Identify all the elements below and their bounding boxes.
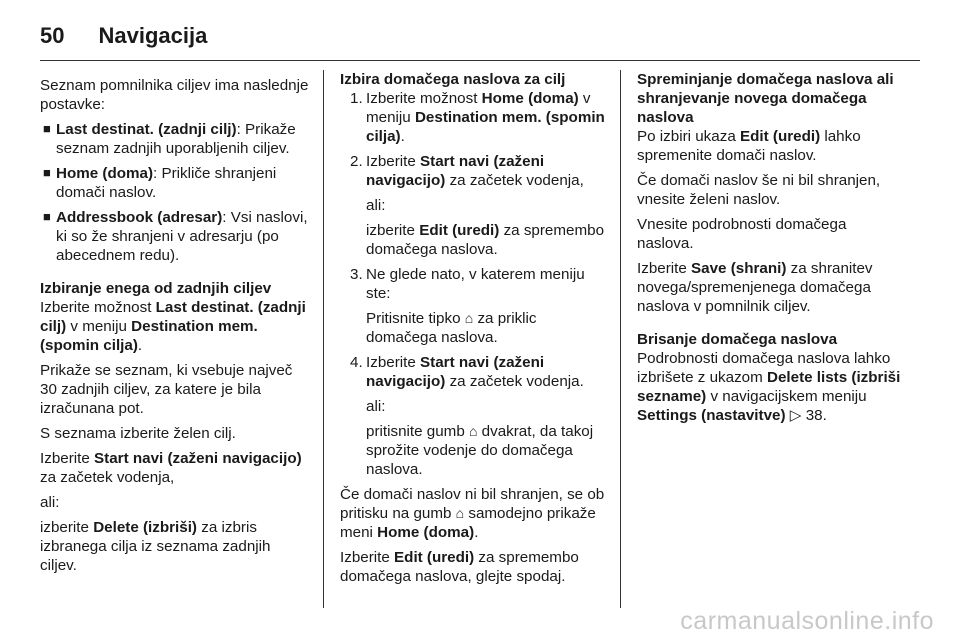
list-item [40,164,310,202]
bullet-icon: ■ [43,209,51,224]
step-sub: ali: [366,197,386,214]
item-text: : Prikaže seznam zadnjih uporabljenih ciljev. [56,121,296,157]
page-reference[interactable]: 38. [805,407,827,424]
paragraph: ali: [40,494,60,511]
paragraph: Izberite Start navi (zaženi navigacijo) za začetek vodenja, [40,450,302,486]
paragraph: Če domači naslov ni bil shranjen, se ob pritisku na gumb ⌂ samodejno prikaže meni Home (doma). [340,486,605,541]
paragraph: S seznama izberite želen cilj. [40,425,236,442]
section-heading: Izbiranje enega od zadnjih ciljev [40,280,272,297]
step-sub: pritisnite gumb ⌂ dvakrat, da takoj sprožite vodenje do domačega naslova. [366,423,594,478]
header-rule [40,60,920,61]
paragraph: Vnesite podrobnosti domačega naslova. [637,216,847,252]
intro-paragraph: Seznam pomnilnika ciljev ima naslednje postavke: [40,77,309,113]
menu-term: Addressbook (adresar) [56,209,223,226]
paragraph: Po izbiri ukaza Edit (uredi) lahko spremenite domači naslov. [637,128,861,164]
column-2 [340,70,606,592]
step-sub: Pritisnite tipko ⌂ za priklic domačega naslova. [366,310,537,346]
bullet-icon: ■ [43,165,51,180]
item-text: : Vsi naslovi, ki so že shranjeni v adresarju (po abecednem redu). [56,209,308,264]
column-divider [323,70,324,608]
column-3 [637,70,903,431]
paragraph: izberite Delete (izbriši) za izbris izbranega cilja iz seznama zadnjih ciljev. [40,519,271,574]
list-item [40,120,310,158]
page-number: 50 [40,23,65,48]
paragraph: Če domači naslov še ni bil shranjen, vnesite želeni naslov. [637,172,881,208]
section-heading: Spreminjanje domačega naslova ali shranjevanje novega domačega naslova [637,71,894,126]
paragraph: Izberite možnost Last destinat. (zadnji cilj) v meniju Destination mem. (spomin cilja). [40,299,306,354]
step-sub: izberite Edit (uredi) za spremembo domačega naslova. [366,222,605,258]
list-item [40,208,310,265]
home-icon: ⌂ [455,505,465,521]
paragraph: Prikaže se seznam, ki vsebuje največ 30 zadnjih ciljev, za katere je bila izračunana pot. [40,362,293,417]
column-divider [620,70,621,608]
home-icon: ⌂ [468,423,478,439]
column-1 [40,76,310,581]
step-sub: ali: [366,398,386,415]
step-item: 4. Izberite Start navi (zaženi navigacijo) za začetek vodenja. [350,354,584,390]
step-item: 2. Izberite Start navi (zaženi navigacijo) za začetek vodenja, [350,153,584,189]
menu-term: Last destinat. (zadnji cilj) [56,121,237,138]
menu-term: Home (doma) [56,165,154,182]
step-item: 1. Izberite možnost Home (doma) v meniju Destination mem. (spomin cilja). [350,90,605,145]
paragraph: Izberite Save (shrani) za shranitev novega/spremenjenega domačega naslova v pomnilnik ciljev. [637,260,873,315]
home-icon: ⌂ [464,310,474,326]
page-header [40,16,207,56]
page-reference-arrow-icon: ▷ [789,407,802,424]
section-heading: Izbira domačega naslova za cilj [340,71,566,88]
step-item: 3. Ne glede nato, v katerem meniju ste: [350,266,585,302]
watermark: carmanualsonline.info [680,607,934,635]
chapter-title: Navigacija [98,23,208,48]
section-heading: Brisanje domačega naslova [637,331,838,348]
bullet-icon: ■ [43,121,51,136]
paragraph: Izberite Edit (uredi) za spremembo domačega naslova, glejte spodaj. [340,549,579,585]
paragraph: Podrobnosti domačega naslova lahko izbrišete z ukazom Delete lists (izbriši sezname) v navigacijskem meniju Settings (nastavitve) ▷ 38. [637,350,901,424]
item-text: : Prikliče shranjeni domači naslov. [56,165,277,201]
